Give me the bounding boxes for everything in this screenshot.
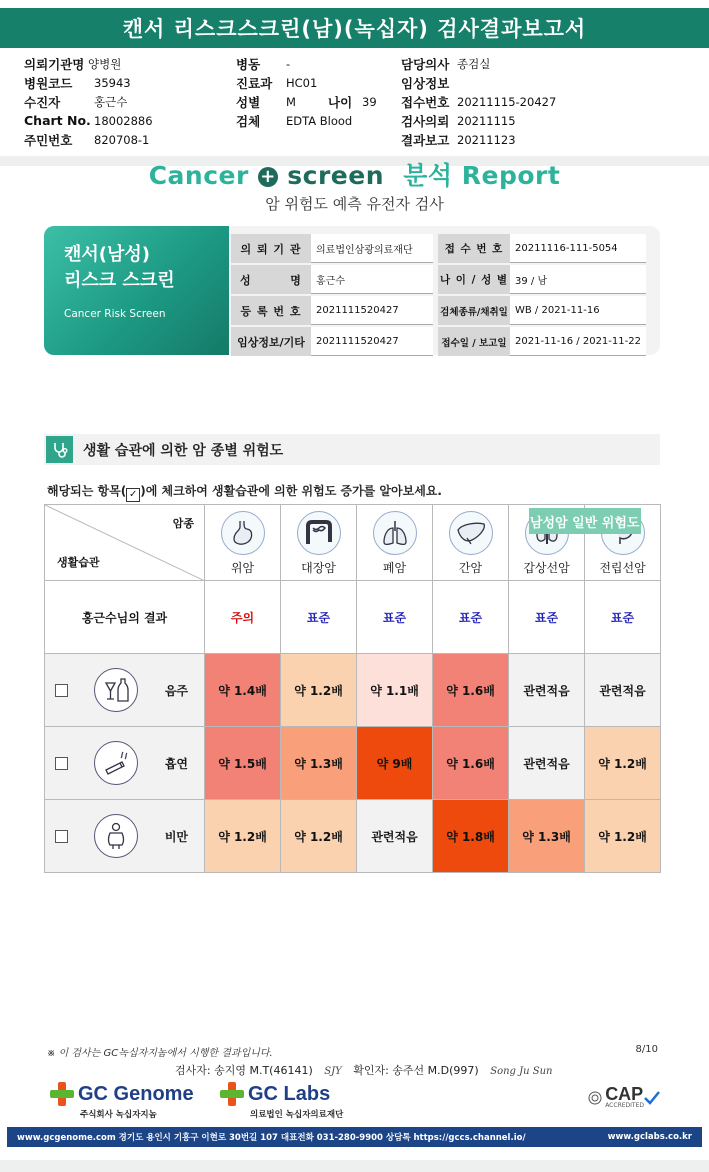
stethoscope-icon xyxy=(46,436,73,463)
risk-cell: 약 1.2배 xyxy=(281,654,357,727)
check-icon xyxy=(644,1091,660,1105)
result-status: 표준 xyxy=(433,581,509,654)
report-title: 캔서 리스크스크린(남)(녹십자) 검사결과보고서 xyxy=(0,8,709,48)
habit-row-obesity xyxy=(45,800,661,873)
signers xyxy=(175,1062,560,1078)
risk-cell: 약 1.4배 xyxy=(205,654,281,727)
header-value: HC01 xyxy=(286,75,318,90)
header-value: 20211123 xyxy=(457,132,516,147)
cancer-name: 전립선암 xyxy=(599,561,646,575)
smoking-checkbox[interactable] xyxy=(55,757,68,770)
risk-cell: 약 1.3배 xyxy=(281,727,357,800)
habit-label: 흡연 xyxy=(164,756,188,771)
card-value: 의료법인삼광의료재단 xyxy=(311,234,433,263)
cap-subtext: ACCREDITED xyxy=(605,1102,644,1109)
cancer-name: 갑상선암 xyxy=(523,561,570,575)
labs-subtitle: 의료법인 녹십자의료재단 xyxy=(250,1110,344,1120)
card-row xyxy=(231,234,651,263)
header-label: 임상정보 xyxy=(401,75,450,91)
smoking-icon xyxy=(94,741,138,785)
header-col-1 xyxy=(24,54,153,149)
risk-cell: 관련적음 xyxy=(585,654,661,727)
table-caption: 남성암 일반 위험도 xyxy=(529,508,641,534)
gc-genome-logo xyxy=(50,1082,194,1120)
risk-cell: 약 1.8배 xyxy=(433,800,509,873)
brand-title xyxy=(0,160,709,190)
habit-cell xyxy=(45,727,205,800)
corner-label-cancer-type: 암종 xyxy=(172,517,194,530)
card-value: 2021111520427 xyxy=(311,327,433,356)
card-value: 2021-11-16 / 2021-11-22 xyxy=(510,327,646,356)
bottom-padding xyxy=(0,1160,709,1172)
card-value: 홍근수 xyxy=(311,265,433,294)
card-key: 임상정보/기타 xyxy=(231,327,311,356)
subtitle: 암 위험도 예측 유전자 검사 xyxy=(265,195,444,213)
gc-cross-icon xyxy=(220,1082,244,1106)
risk-cell: 약 1.2배 xyxy=(585,800,661,873)
risk-table xyxy=(44,504,661,873)
card-title-line2: 리스크 스크린 xyxy=(64,270,175,291)
table-corner xyxy=(45,505,205,581)
header-col-2 xyxy=(236,54,377,130)
patient-header xyxy=(0,54,709,154)
header-label: 검사의뢰 xyxy=(401,113,450,129)
brand-cancer: Cancer xyxy=(148,161,249,190)
header-label: 검체 xyxy=(236,113,261,129)
result-label: 홍근수님의 결과 xyxy=(45,581,205,654)
risk-cell: 약 1.2배 xyxy=(281,800,357,873)
cap-accredited-logo xyxy=(588,1086,660,1109)
card-title-line1: 캔서(남성) xyxy=(64,244,151,265)
header-value: 20211115 xyxy=(457,113,516,128)
brand-report: 분석 Report xyxy=(403,161,561,190)
header-label: 병원코드 xyxy=(24,75,73,91)
risk-cell: 약 1.6배 xyxy=(433,727,509,800)
header-label: 의뢰기관명 xyxy=(24,56,85,72)
page-number: 8/10 xyxy=(635,1044,658,1055)
habit-cell xyxy=(45,800,205,873)
note-text-after: )에 체크하여 생활습관에 의한 위험도 증가를 알아보세요. xyxy=(140,484,442,498)
cancer-col-colon xyxy=(281,505,357,581)
risk-cell: 약 1.3배 xyxy=(509,800,585,873)
cancer-name: 위암 xyxy=(230,561,255,575)
tester: 검사자: 송지영 M.T(46141) xyxy=(175,1064,313,1077)
card-value: 20211116-111-5054 xyxy=(510,234,646,263)
section-title: 생활 습관에 의한 암 종별 위험도 xyxy=(83,442,284,459)
gc-labs-logo xyxy=(220,1082,343,1120)
stomach-icon xyxy=(221,511,265,555)
header-label: 병동 xyxy=(236,56,261,72)
age-value: 39 xyxy=(362,94,377,109)
logos xyxy=(40,1082,680,1126)
risk-cell: 관련적음 xyxy=(509,654,585,727)
card-row xyxy=(231,327,651,356)
header-value: 18002886 xyxy=(94,113,153,128)
lungs-icon xyxy=(373,511,417,555)
footer-contact: www.gcgenome.com 경기도 용인시 기흥구 이현로 30번길 107 대표전화 031-280-9900 상담톡 https://gccs.channel.io/ xyxy=(17,1133,526,1143)
cancer-col-lung xyxy=(357,505,433,581)
header-value: 20211115-20427 xyxy=(457,94,557,109)
habit-row-smoking xyxy=(45,727,661,800)
header-value: 양병원 xyxy=(88,56,122,71)
card-value: 39 / 남 xyxy=(510,265,646,294)
header-label: 접수번호 xyxy=(401,94,450,110)
header-label: 성별 xyxy=(236,94,261,110)
gc-cross-icon xyxy=(50,1082,74,1106)
cancer-col-liver xyxy=(433,505,509,581)
card-key: 접 수 번 호 xyxy=(438,234,510,263)
habit-label: 비만 xyxy=(164,829,188,844)
card-key: 의 뢰 기 관 xyxy=(231,234,311,263)
risk-cell: 관련적음 xyxy=(357,800,433,873)
header-value: 35943 xyxy=(94,75,131,90)
obesity-checkbox[interactable] xyxy=(55,830,68,843)
card-row xyxy=(231,296,651,325)
risk-cell: 관련적음 xyxy=(509,727,585,800)
colon-icon xyxy=(297,511,341,555)
confirmer-signature: Song Ju Sun xyxy=(490,1066,553,1077)
card-english-title: Cancer Risk Screen xyxy=(64,308,166,320)
cancer-name: 대장암 xyxy=(301,561,336,575)
card-row xyxy=(231,265,651,294)
header-value: 종검실 xyxy=(457,56,491,71)
cancer-name: 폐암 xyxy=(382,561,407,575)
habit-row-alcohol xyxy=(45,654,661,727)
header-label: 수진자 xyxy=(24,94,61,110)
header-label: Chart No. xyxy=(24,113,91,128)
header-value: - xyxy=(286,56,291,71)
result-status: 주의 xyxy=(205,581,281,654)
genome-name: GC Genome xyxy=(78,1082,194,1105)
age-label: 나이 xyxy=(328,94,353,110)
corner-label-habit: 생활습관 xyxy=(57,556,100,569)
card-key: 접수일 / 보고일 xyxy=(438,327,510,356)
footer-website: www.gclabs.co.kr xyxy=(607,1132,692,1142)
brand-screen: screen xyxy=(287,161,385,190)
header-label: 담당의사 xyxy=(401,56,450,72)
risk-cell: 약 9배 xyxy=(357,727,433,800)
header-label: 진료과 xyxy=(236,75,273,91)
result-status: 표준 xyxy=(509,581,585,654)
header-col-3 xyxy=(401,54,556,149)
obesity-icon xyxy=(94,814,138,858)
cancer-col-stomach xyxy=(205,505,281,581)
card-key: 등 록 번 호 xyxy=(231,296,311,325)
footer-bar xyxy=(7,1127,702,1147)
liver-icon xyxy=(449,511,493,555)
header-value: 홍근수 xyxy=(94,94,128,109)
labs-name: GC Labs xyxy=(248,1082,331,1105)
genome-subtitle: 주식회사 녹십자지놈 xyxy=(80,1110,157,1120)
section-header xyxy=(44,434,660,465)
checkmark-icon: ✓ xyxy=(126,488,140,502)
alcohol-icon xyxy=(94,668,138,712)
card-value: 2021111520427 xyxy=(311,296,433,325)
tester-signature: SJY xyxy=(324,1066,342,1077)
habit-cell xyxy=(45,654,205,727)
header-label: 주민번호 xyxy=(24,132,73,148)
card-value: WB / 2021-11-16 xyxy=(510,296,646,325)
footnote: ※ 이 검사는 GC녹십자지놈에서 시행한 결과입니다. xyxy=(47,1048,273,1059)
card-key: 성 명 xyxy=(231,265,311,294)
risk-cell: 약 1.6배 xyxy=(433,654,509,727)
instruction-note xyxy=(47,482,442,502)
cap-text: CAP xyxy=(605,1084,644,1104)
card-key: 검체종류/채취일 xyxy=(438,296,510,325)
risk-cell: 약 1.2배 xyxy=(205,800,281,873)
plus-icon: + xyxy=(258,167,278,187)
patient-card xyxy=(44,226,660,355)
card-banner xyxy=(44,226,229,355)
result-status: 표준 xyxy=(585,581,661,654)
risk-cell: 약 1.2배 xyxy=(585,727,661,800)
cap-seal-icon xyxy=(588,1091,602,1105)
confirmer: 확인자: 송주선 M.D(997) xyxy=(353,1064,479,1077)
header-value: M xyxy=(286,94,296,109)
card-key: 나 이 / 성 별 xyxy=(438,265,510,294)
result-status: 표준 xyxy=(281,581,357,654)
alcohol-checkbox[interactable] xyxy=(55,684,68,697)
result-row xyxy=(45,581,661,654)
result-status: 표준 xyxy=(357,581,433,654)
cancer-name: 간암 xyxy=(458,561,483,575)
header-label: 결과보고 xyxy=(401,132,450,148)
habit-label: 음주 xyxy=(164,683,188,698)
card-info-grid xyxy=(231,234,651,358)
note-text-before: 해당되는 항목( xyxy=(47,484,127,498)
risk-cell: 약 1.1배 xyxy=(357,654,433,727)
header-value: 820708-1 xyxy=(94,132,150,147)
risk-cell: 약 1.5배 xyxy=(205,727,281,800)
header-value: EDTA Blood xyxy=(286,113,353,128)
